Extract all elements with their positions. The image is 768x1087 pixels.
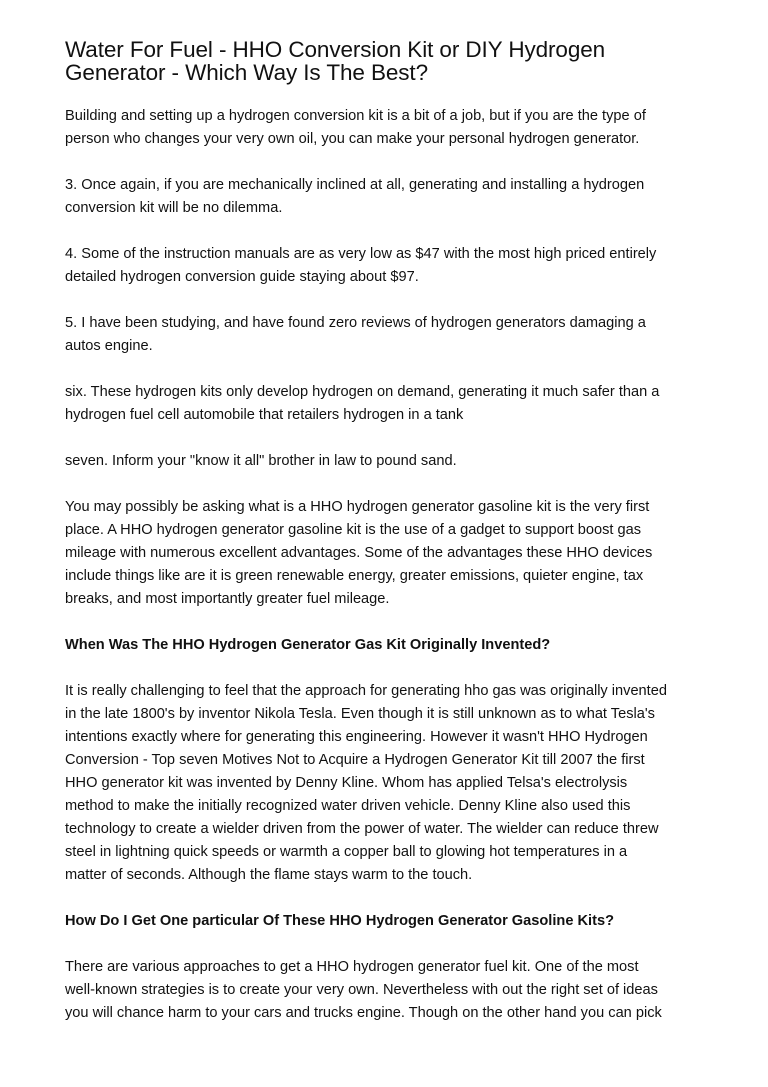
paragraph-line: 5. I have been studying, and have found zero reviews of hydrogen generators damaging a [65,315,646,331]
paragraph [65,312,705,358]
paragraph-line: Conversion - Top seven Motives Not to Acquire a Hydrogen Generator Kit till 2007 the first [65,752,645,768]
paragraph-line: include things like are it is green renewable energy, greater emissions, quieter engine, tax [65,568,644,584]
paragraph-line: matter of seconds. Although the flame stays warm to the touch. [65,867,473,883]
paragraph [65,956,705,1025]
paragraph-line: autos engine. [65,338,153,354]
paragraph-line: technology to create a wielder driven from the power of water. The wielder can reduce threw [65,821,659,837]
title-line: Generator - Which Way Is The Best? [65,60,428,85]
paragraph-line: You may possibly be asking what is a HHO hydrogen generator gasoline kit is the very first [65,499,650,515]
paragraph-line: method to make the initially recognized water driven vehicle. Denny Kline also used this [65,798,631,814]
paragraph-line: Building and setting up a hydrogen conversion kit is a bit of a job, but if you are the type of [65,108,646,124]
paragraph-line: person who changes your very own oil, you can make your personal hydrogen generator. [65,131,640,147]
paragraph-line: in the late 1800's by inventor Nikola Tesla. Even though it is still unknown as to what Tesla's [65,706,655,722]
title-line: Water For Fuel - HHO Conversion Kit or DIY Hydrogen [65,37,606,62]
paragraph-line: HHO generator kit was invented by Denny Kline. Whom has applied Telsa's electrolysis [65,775,628,791]
document-page [65,38,705,1048]
section-heading: How Do I Get One particular Of These HHO Hydrogen Generator Gasoline Kits? [65,913,614,929]
paragraph-line: well-known strategies is to create your very own. Nevertheless with out the right set of ideas [65,982,658,998]
paragraph [65,450,705,473]
paragraph-line: 4. Some of the instruction manuals are as very low as $47 with the most high priced entirely [65,246,657,262]
paragraph-line: mileage with numerous excellent advantages. Some of the advantages these HHO devices [65,545,653,561]
paragraph-line: 3. Once again, if you are mechanically inclined at all, generating and installing a hydrogen [65,177,645,193]
paragraph [65,174,705,220]
paragraph-line: place. A HHO hydrogen generator gasoline kit is the use of a gadget to support boost gas [65,522,642,538]
page-title [65,38,705,84]
section-heading: When Was The HHO Hydrogen Generator Gas Kit Originally Invented? [65,637,551,653]
paragraph [65,105,705,151]
paragraph-line: steel in lightning quick speeds or warmth a copper ball to glowing hot temperatures in a [65,844,628,860]
paragraph-line: hydrogen fuel cell automobile that retailers hydrogen in a tank [65,407,464,423]
paragraph-line: you will chance harm to your cars and trucks engine. Though on the other hand you can pick [65,1005,662,1021]
paragraph-line: breaks, and most importantly greater fuel mileage. [65,591,390,607]
document-body [65,105,705,1025]
paragraph [65,381,705,427]
paragraph-line: detailed hydrogen conversion guide staying about $97. [65,269,419,285]
paragraph-line: six. These hydrogen kits only develop hydrogen on demand, generating it much safer than a [65,384,660,400]
paragraph-line: It is really challenging to feel that the approach for generating hho gas was originally invented [65,683,667,699]
paragraph-line: intentions exactly where for generating this engineering. However it wasn't HHO Hydrogen [65,729,648,745]
paragraph [65,496,705,611]
paragraph-line: seven. Inform your "know it all" brother in law to pound sand. [65,453,457,469]
paragraph [65,680,705,887]
paragraph-line: conversion kit will be no dilemma. [65,200,283,216]
paragraph-line: There are various approaches to get a HHO hydrogen generator fuel kit. One of the most [65,959,639,975]
paragraph [65,243,705,289]
